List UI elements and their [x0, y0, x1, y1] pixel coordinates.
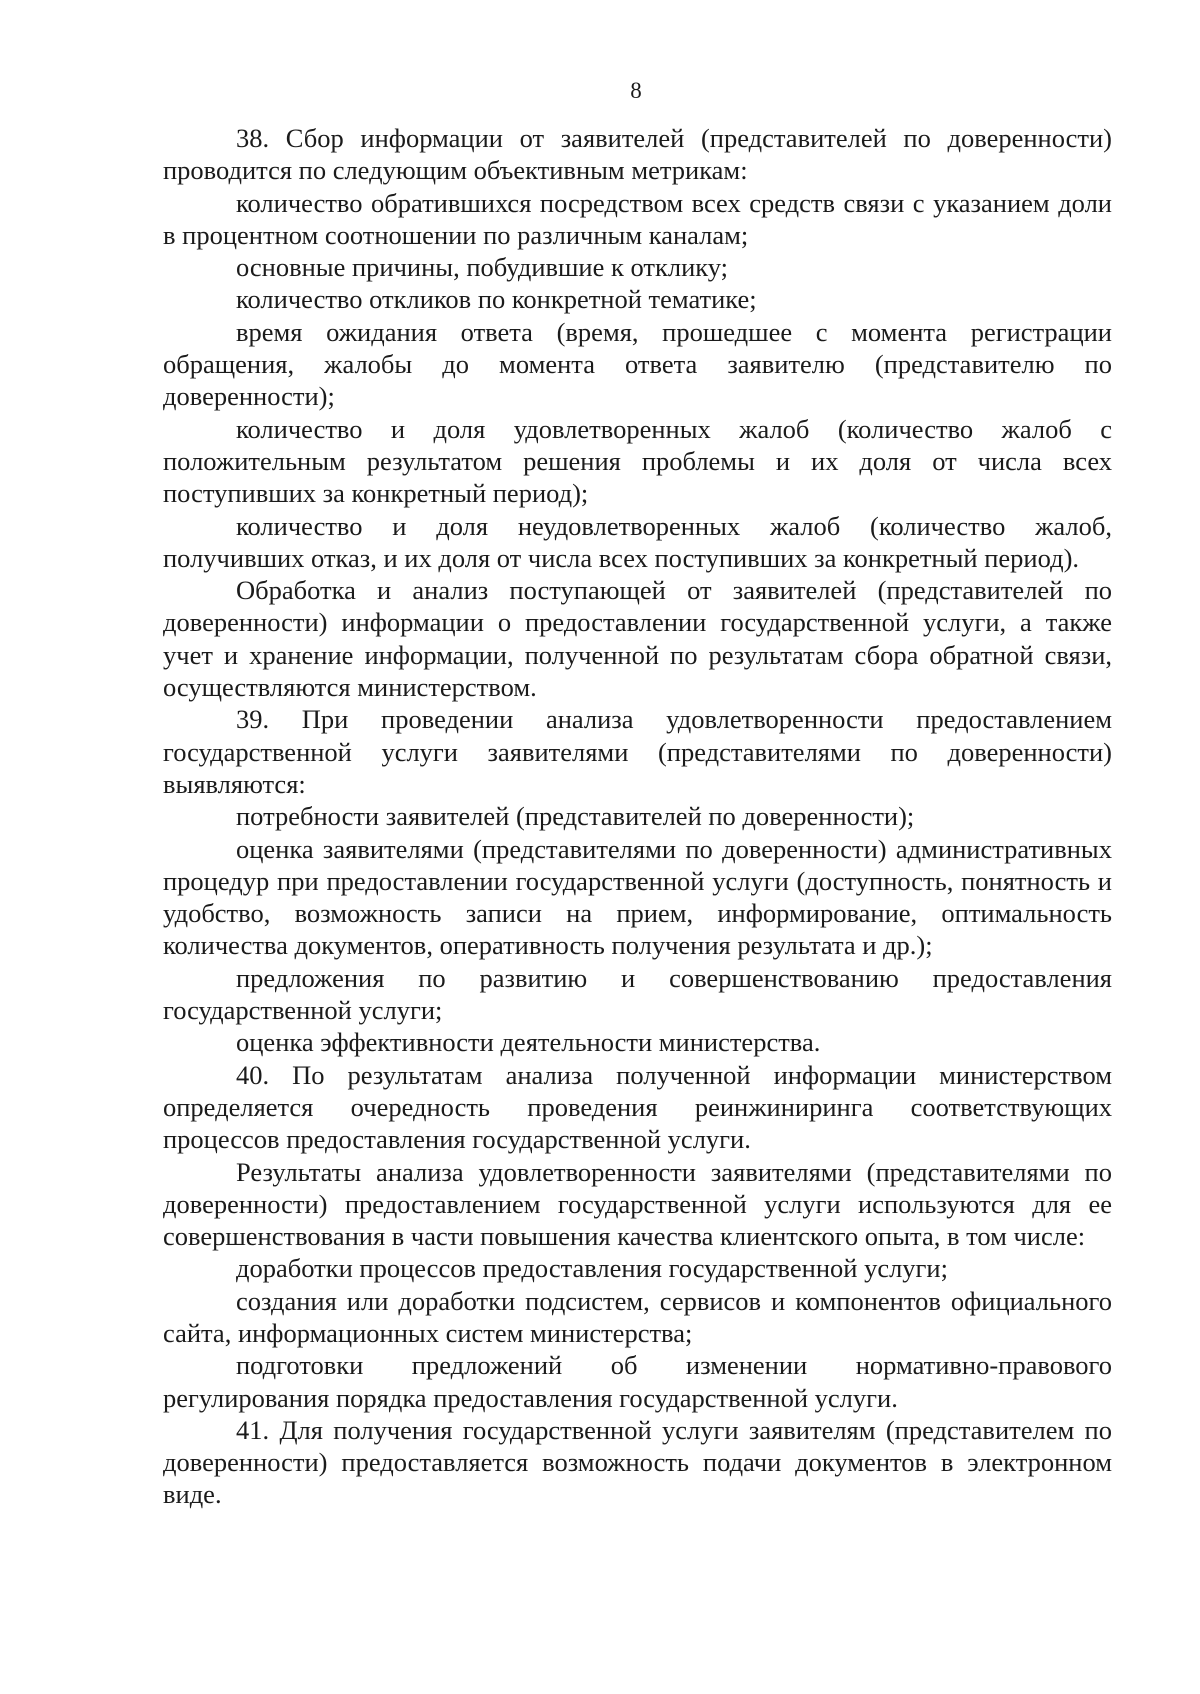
paragraph-metric-topics: количество откликов по конкретной тематике; — [236, 284, 757, 315]
paragraph-metric-reasons: основные причины, побудившие к отклику; — [236, 252, 729, 283]
paragraph-process-improvement: доработки процессов предоставления государственной услуги; — [236, 1253, 948, 1284]
paragraph-metric-unsatisfied: количество и доля неудовлетворенных жалоб (количество жалоб, получивших отказ, и их доля от числа всех поступивших за конкретный период). — [163, 510, 1112, 573]
paragraph-assessment: оценка заявителями (представителями по доверенности) административных процедур при предоставлении государственной услуги (доступность, понятность и удобство, возможность записи на прием, информирование, оптимальность количества документов, оперативность получения результата и др.); — [163, 833, 1112, 961]
paragraph-40: 40. По результатам анализа полученной информации министерством определяется очередность проведения реинжиниринга соответствующих процессов предоставления государственной услуги. — [163, 1059, 1112, 1155]
paragraph-39-intro: 39. При проведении анализа удовлетворенности предоставлением государственной услуги заявителями (представителями по доверенности) выявляются: — [163, 704, 1112, 799]
paragraph-metric-wait-time: время ожидания ответа (время, прошедшее с момента регистрации обращения, жалобы до момента ответа заявителю (представителю по доверенности); — [163, 316, 1112, 412]
paragraph-processing: Обработка и анализ поступающей от заявителей (представителей по доверенности) информации о предоставлении государственной услуги, а также учет и хранение информации, полученной по результатам сбора обратной связи, осуществляются министерством. — [163, 575, 1112, 703]
paragraph-38-intro: 38. Сбор информации от заявителей (представителей по доверенности) проводится по следующим объективным метрикам: — [163, 123, 1112, 186]
paragraph-41: 41. Для получения государственной услуги заявителям (представителем по доверенности) предоставляется возможность подачи документов в электронном виде. — [163, 1414, 1112, 1510]
paragraph-efficiency: оценка эффективности деятельности министерства. — [236, 1027, 821, 1058]
paragraph-metric-channels: количество обратившихся посредством всех средств связи с указанием доли в процентном соотношении по различным каналам; — [163, 187, 1112, 250]
document-body — [163, 122, 1112, 1511]
paragraph-metric-satisfied: количество и доля удовлетворенных жалоб (количество жалоб с положительным результатом решения проблемы и их доля от числа всех поступивших за конкретный период); — [163, 413, 1112, 509]
paragraph-proposals: предложения по развитию и совершенствованию предоставления государственной услуги; — [163, 962, 1112, 1026]
paragraph-needs: потребности заявителей (представителей по доверенности); — [236, 801, 915, 832]
page-number: 8 — [630, 78, 642, 103]
paragraph-regulation: подготовки предложений об изменении нормативно-правового регулирования порядка предоставления государственной услуги. — [163, 1350, 1112, 1413]
paragraph-results-usage: Результаты анализа удовлетворенности заявителями (представителями по доверенности) предоставлением государственной услуги используются для ее совершенствования в части повышения качества клиентского опыта, в том числе: — [163, 1156, 1112, 1252]
paragraph-subsystems: создания или доработки подсистем, сервисов и компонентов официального сайта, информационных систем министерства; — [163, 1285, 1112, 1348]
